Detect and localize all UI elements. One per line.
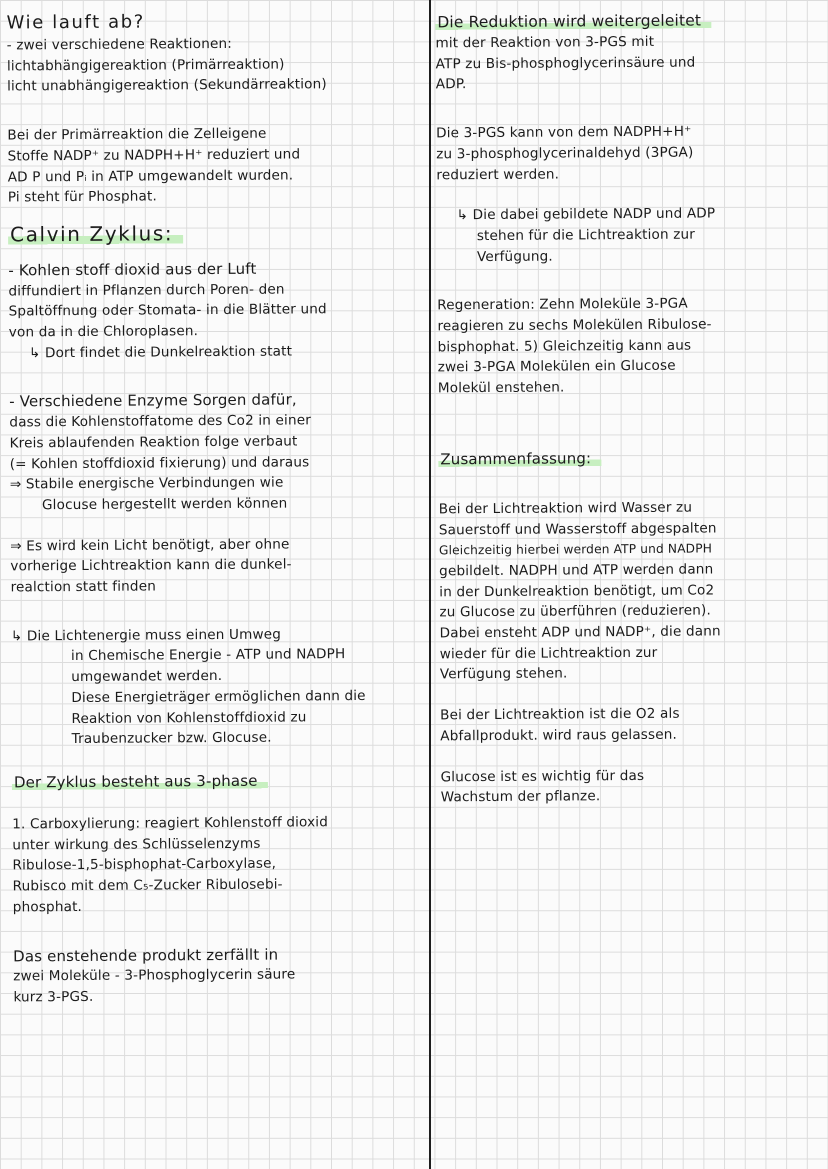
glucose-line: Glucose ist es wichtig für das	[440, 767, 645, 785]
light-line: realction statt finden	[10, 578, 157, 596]
carboxylation-line: 1. Carboxylierung: reagiert Kohlenstoff dioxid	[12, 814, 329, 833]
intro-line: licht unabhängigereaktion (Sekundärreaktion)	[6, 76, 327, 95]
left-column	[7, 9, 426, 1008]
regeneration-line: bisphophat. 5) Gleichzeitig kann aus	[437, 337, 692, 356]
regeneration-line: Regeneration: Zehn Moleküle 3-PGA	[437, 295, 688, 314]
primary-line: Bei der Primärreaktion die Zelleigene	[7, 125, 267, 144]
light-line: vorherige Lichtreaktion kann die dunkel-	[10, 556, 292, 575]
reduction-block	[435, 9, 820, 96]
glucose-line: Wachstum der pflanze.	[440, 788, 601, 806]
product-line: zwei Moleküle - 3-Phosphoglycerin säure	[13, 966, 296, 985]
reduction-heading-text: Die Reduktion wird weitergeleitet	[435, 11, 711, 31]
intro-line: lichtabhängigereaktion (Primärreaktion)	[6, 56, 285, 75]
co2-block	[8, 257, 421, 363]
carboxylation-line: phosphat.	[12, 898, 83, 916]
product-line: kurz 3-PGS.	[13, 988, 94, 1006]
intro-block	[7, 33, 419, 98]
energy-block	[11, 623, 424, 750]
phase-heading-text: Der Zyklus besteht aus 3-phase	[12, 772, 268, 792]
glucose-block	[440, 764, 824, 808]
carboxylation-line: Ribulose-1,5-bisphophat-Carboxylase,	[12, 855, 277, 874]
regeneration-line: zwei 3-PGA Molekülen ein Glucose	[437, 358, 676, 376]
summary-line: wieder für die Lichtreaktion zur	[439, 644, 658, 663]
nadp-block	[437, 203, 821, 268]
o2-line: Bei der Lichtreaktion ist die O2 als	[440, 705, 680, 724]
co2-line: Spaltöffnung oder Stomata- in die Blätter und	[8, 301, 327, 320]
reduction-line: ATP zu Bis-phosphoglycerinsäure und	[435, 54, 696, 73]
enzyme-line: Kreis ablaufenden Reaktion folge verbaut	[9, 433, 298, 452]
o2-line: Abfallprodukt. wird raus gelassen.	[440, 726, 678, 745]
primary-line: Pi steht für Phosphat.	[7, 188, 157, 206]
enzyme-line: dass die Kohlenstoffatome des Co2 in einer	[9, 412, 312, 431]
summary-line: Gleichzeitig hierbei werden ATP und NADPH	[438, 541, 713, 558]
nadp-line: stehen für die Lichtreaktion zur	[476, 226, 696, 244]
summary-line: gebildelt. NADPH und ATP werden dann	[439, 561, 714, 580]
summary-line: Dabei ensteht ADP und NADP⁺, die dann	[439, 623, 721, 642]
carboxylation-line: unter wirkung des Schlüsselenzyms	[12, 835, 261, 854]
nadp-line: ↳ Die dabei gebildete NADP und ADP	[456, 205, 716, 224]
enzyme-line: (= Kohlen stoffdioxid fixierung) und daraus	[9, 453, 310, 472]
co2-line: - Kohlen stoff dioxid aus der Luft	[8, 259, 257, 280]
summary-heading-text: Zusammenfassung:	[438, 449, 601, 468]
summary-line: Verfügung stehen.	[439, 665, 568, 683]
reduction-line: mit der Reaktion von 3-PGS mit	[435, 33, 655, 52]
pgs-block	[436, 121, 820, 186]
reduction-line	[435, 9, 819, 34]
primary-line: AD P und Pᵢ in ATP umgewandelt wurden.	[7, 166, 294, 185]
right-column	[435, 9, 825, 809]
reduction-line: ADP.	[435, 76, 467, 93]
summary-line: zu Glucose zu überführen (reduzieren).	[439, 602, 711, 621]
calvin-heading	[8, 217, 420, 248]
column-divider	[429, 0, 431, 1169]
energy-line: umgewandet werden.	[71, 668, 223, 686]
enzyme-line: Glocuse hergestellt werden können	[41, 495, 288, 514]
summary-block	[439, 497, 824, 686]
calvin-heading-text: Calvin Zyklus:	[8, 221, 183, 246]
page-title: Wie lauft ab?	[6, 11, 145, 34]
energy-line: Traubenzucker bzw. Glocuse.	[71, 729, 272, 748]
pgs-line: reduziert werden.	[436, 166, 560, 183]
regeneration-line: Molekül enstehen.	[437, 379, 565, 397]
energy-line: in Chemische Energie - ATP und NADPH	[70, 646, 346, 665]
summary-line: Bei der Lichtreaktion wird Wasser zu	[438, 499, 693, 518]
pgs-line: zu 3-phosphoglycerinaldehyd (3PGA)	[436, 144, 694, 163]
light-block	[10, 533, 422, 598]
phase-heading	[12, 768, 424, 795]
enzyme-line: - Verschiedene Enzyme Sorgen dafür,	[9, 390, 297, 411]
product-line: Das enstehende produkt zerfällt in	[13, 945, 279, 965]
pgs-line: Die 3-PGS kann von dem NADPH+H⁺	[436, 123, 692, 142]
primary-line: Stoffe NADP⁺ zu NADPH+H⁺ reduziert und	[7, 146, 301, 165]
o2-block	[440, 703, 824, 747]
light-line: ⇒ Es wird kein Licht benötigt, aber ohne	[10, 536, 290, 555]
intro-line: - zwei verschiedene Reaktionen:	[6, 35, 233, 54]
product-block	[13, 943, 425, 1008]
energy-line: Reaktion von Kohlenstoffdioxid zu	[71, 708, 307, 727]
energy-line: Diese Energieträger ermöglichen dann die	[71, 687, 366, 706]
co2-arrow-note: ↳ Dort findet die Dunkelreaktion statt	[28, 343, 293, 362]
carboxylation-line: Rubisco mit dem C₅-Zucker Ribulosebi-	[12, 876, 283, 895]
primary-reaction-block	[7, 123, 420, 209]
enzyme-block	[9, 389, 422, 516]
co2-line: diffundiert in Pflanzen durch Poren- den	[8, 281, 285, 300]
nadp-line: Verfügung.	[476, 248, 553, 265]
energy-line: ↳ Die Lichtenergie muss einen Umweg	[10, 626, 282, 645]
summary-line: in der Dunkelreaktion benötigt, um Co2	[439, 582, 715, 600]
summary-line: Sauerstoff und Wasserstoff abgespalten	[438, 519, 717, 538]
carboxylation-block	[12, 812, 425, 918]
regeneration-line: reagieren zu sechs Molekülen Ribulose-	[437, 316, 712, 335]
summary-heading	[438, 445, 822, 472]
regeneration-block	[437, 293, 822, 399]
enzyme-line: ⇒ Stabile energische Verbindungen wie	[9, 474, 284, 493]
co2-line: von da in die Chloroplasen.	[8, 323, 199, 341]
